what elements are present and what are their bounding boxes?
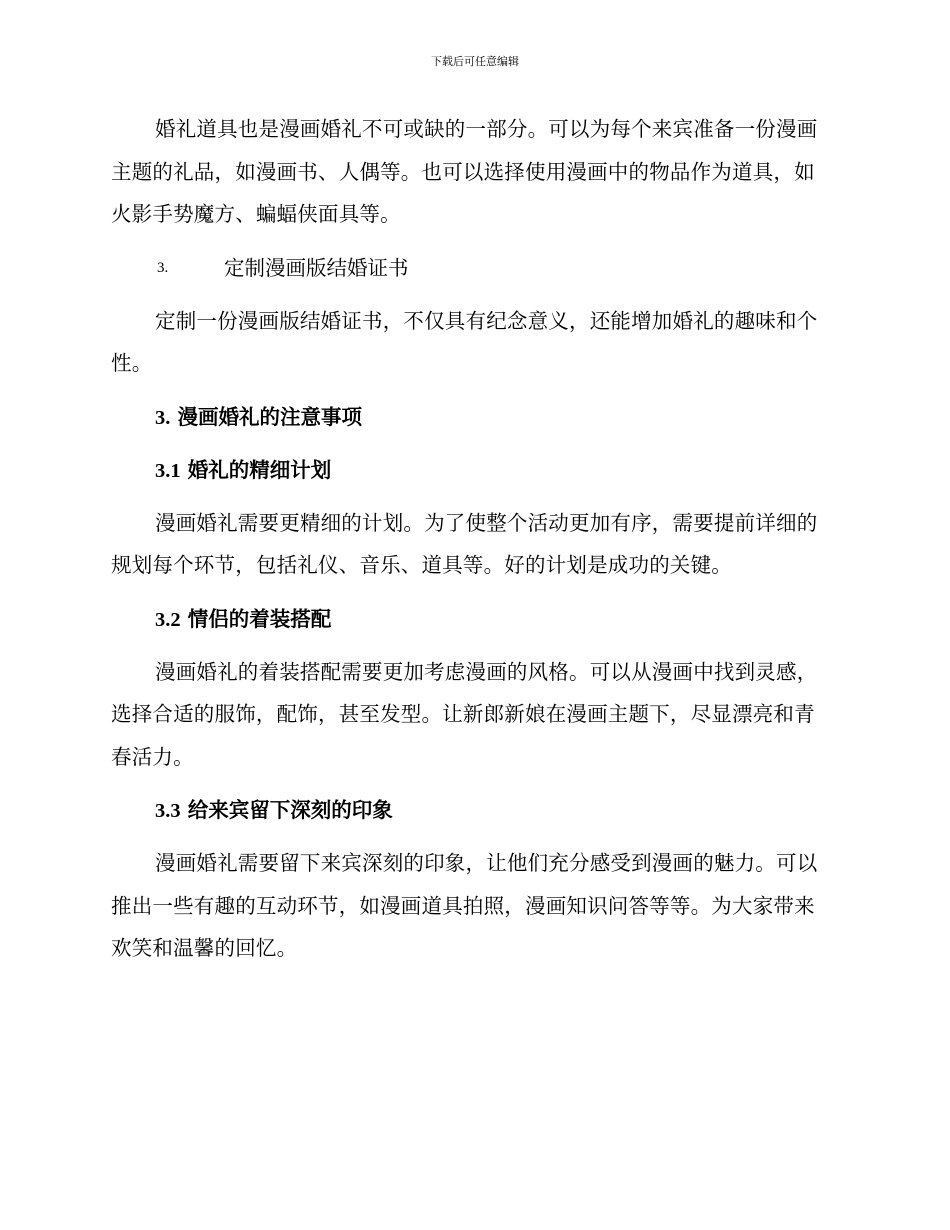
paragraph-wedding-props: 婚礼道具也是漫画婚礼不可或缺的一部分。可以为每个来宾准备一份漫画主题的礼品，如漫画书、人偶等。也可以选择使用漫画中的物品作为道具，如火影手势魔方、蝙蝠侠面具等。 bbox=[111, 117, 818, 226]
section-title: 给来宾留下深刻的印象 bbox=[187, 798, 393, 822]
section-title: 漫画婚礼的注意事项 bbox=[177, 404, 363, 429]
section-title: 情侣的着装搭配 bbox=[187, 606, 332, 631]
list-item-number: 3. bbox=[157, 259, 169, 276]
page-header: 下载后可任意编辑 bbox=[431, 55, 519, 68]
paragraph-outfits: 漫画婚礼的着装搭配需要更加考虑漫画的风格。可以从漫画中找到灵感，选择合适的服饰，配饰，甚至发型。让新郎新娘在漫画主题下，尽显漂亮和青春活力。 bbox=[111, 659, 818, 769]
paragraph-planning: 漫画婚礼需要更精细的计划。为了使整个活动更加有序，需要提前详细的规划每个环节，包括礼仪、音乐、道具等。好的计划是成功的关键。 bbox=[111, 510, 818, 577]
section-heading-3-1 bbox=[111, 449, 831, 491]
section-number: 3.3 bbox=[155, 800, 181, 822]
section-number: 3.1 bbox=[155, 459, 181, 482]
paragraph-certificate: 定制一份漫画版结婚证书，不仅具有纪念意义，还能增加婚礼的趣味和个性。 bbox=[111, 308, 818, 375]
list-item-custom-certificate bbox=[111, 247, 831, 289]
section-heading-3-2 bbox=[111, 598, 831, 640]
list-item-text: 定制漫画版结婚证书 bbox=[224, 255, 409, 280]
document-body bbox=[111, 108, 831, 970]
section-number: 3. bbox=[155, 406, 171, 429]
section-heading-3-3 bbox=[111, 789, 831, 831]
section-number: 3.2 bbox=[155, 608, 181, 631]
section-title: 婚礼的精细计划 bbox=[187, 457, 332, 482]
paragraph-guest-impression: 漫画婚礼需要留下来宾深刻的印象，让他们充分感受到漫画的魅力。可以推出一些有趣的互动环节，如漫画道具拍照，漫画知识问答等等。为大家带来欢笑和温馨的回忆。 bbox=[111, 851, 818, 960]
section-heading-3 bbox=[111, 396, 831, 438]
